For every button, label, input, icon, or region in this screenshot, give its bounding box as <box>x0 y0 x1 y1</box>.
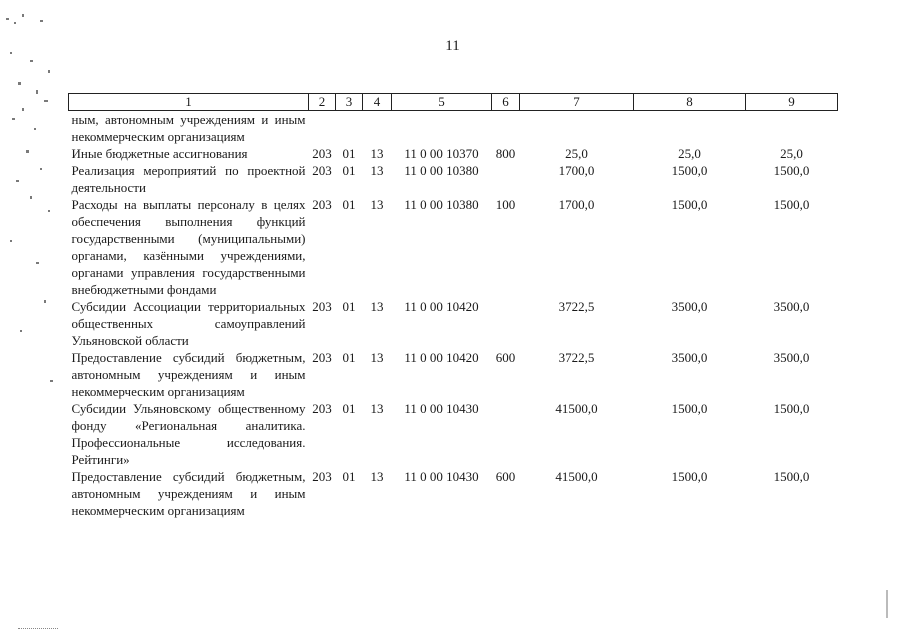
cell-section: 01 <box>342 299 356 314</box>
page-number: 11 <box>445 38 460 54</box>
table-row <box>69 468 838 519</box>
column-header: 4 <box>363 94 392 111</box>
cell-expense-type <box>492 298 520 349</box>
cell-section: 01 <box>342 469 356 484</box>
cell-expense-type <box>492 111 520 146</box>
cell-admin-code: 203 <box>312 469 332 484</box>
table-row <box>69 196 838 298</box>
row-name: Предоставление субсидий бюджетным, автономным учреждениям и иным некоммерческим организациям <box>71 469 306 518</box>
budget-table <box>68 93 838 519</box>
table-row <box>69 298 838 349</box>
cell-amount-7 <box>520 111 634 146</box>
cell-subsection: 13 <box>370 350 384 365</box>
cell-amount-8: 25,0 <box>678 146 701 161</box>
cell-target-article: 11 0 00 10420 <box>404 299 479 314</box>
cell-amount-7: 41500,0 <box>555 401 598 416</box>
cell-amount-9 <box>746 111 838 146</box>
table-header-row <box>69 94 838 111</box>
row-name: Расходы на выплаты персоналу в целях обеспечения выполнения функций государственными (муниципальными) органами, казёнными учреждениями, органами управления государственными внебюджетными фондами <box>71 197 306 297</box>
cell-amount-8 <box>634 111 746 146</box>
cell-amount-9: 1500,0 <box>773 197 810 212</box>
scan-bottom-artifact <box>18 628 58 630</box>
cell-target-article: 11 0 00 10420 <box>404 350 479 365</box>
cell-subsection: 13 <box>370 299 384 314</box>
cell-amount-7: 1700,0 <box>558 163 595 178</box>
cell-expense-type: 600 <box>495 350 516 365</box>
cell-amount-9: 1500,0 <box>773 469 810 484</box>
cell-section: 01 <box>342 146 356 161</box>
cell-expense-type: 100 <box>495 197 516 212</box>
cell-target-article: 11 0 00 10380 <box>404 163 479 178</box>
row-name: Иные бюджетные ассигнования <box>71 146 248 161</box>
cell-admin-code <box>309 111 336 146</box>
table-row <box>69 400 838 468</box>
cell-section: 01 <box>342 197 356 212</box>
cell-subsection: 13 <box>370 401 384 416</box>
column-header: 1 <box>69 94 309 111</box>
cell-subsection <box>363 111 392 146</box>
cell-target-article: 11 0 00 10370 <box>404 146 479 161</box>
cell-target-article: 11 0 00 10430 <box>404 469 479 484</box>
cell-amount-7: 3722,5 <box>558 299 595 314</box>
cell-expense-type <box>492 400 520 468</box>
table-row <box>69 111 838 146</box>
cell-section <box>336 111 363 146</box>
cell-admin-code: 203 <box>312 299 332 314</box>
cell-amount-9: 1500,0 <box>773 163 810 178</box>
row-name: Субсидии Ульяновскому общественному фонду «Региональная аналитика. Профессиональные исследования. Рейтинги» <box>71 401 306 467</box>
cell-admin-code: 203 <box>312 197 332 212</box>
column-header: 6 <box>492 94 520 111</box>
cell-expense-type: 600 <box>495 469 516 484</box>
table-row <box>69 145 838 162</box>
row-name: ным, автономным учреждениям и иным некоммерческим организациям <box>71 112 306 144</box>
cell-amount-8: 3500,0 <box>671 299 708 314</box>
cell-section: 01 <box>342 401 356 416</box>
cell-amount-9: 25,0 <box>780 146 803 161</box>
cell-admin-code: 203 <box>312 401 332 416</box>
cell-amount-8: 1500,0 <box>671 469 708 484</box>
cell-expense-type <box>492 162 520 196</box>
cell-amount-7: 25,0 <box>565 146 588 161</box>
row-name: Предоставление субсидий бюджетным, автономным учреждениям и иным некоммерческим организациям <box>71 350 306 399</box>
cell-amount-8: 1500,0 <box>671 401 708 416</box>
cell-target-article: 11 0 00 10430 <box>404 401 479 416</box>
cell-amount-8: 1500,0 <box>671 163 708 178</box>
cell-subsection: 13 <box>370 197 384 212</box>
column-header: 8 <box>634 94 746 111</box>
cell-amount-9: 1500,0 <box>773 401 810 416</box>
cell-amount-8: 1500,0 <box>671 197 708 212</box>
cell-admin-code: 203 <box>312 146 332 161</box>
column-header: 5 <box>392 94 492 111</box>
column-header: 9 <box>746 94 838 111</box>
cell-target-article <box>392 111 492 146</box>
cell-amount-9: 3500,0 <box>773 299 810 314</box>
row-name: Субсидии Ассоциации территориальных общественных самоуправлений Ульяновской области <box>71 299 306 348</box>
table-row <box>69 162 838 196</box>
cell-amount-7: 41500,0 <box>555 469 598 484</box>
row-name: Реализация мероприятий по проектной деятельности <box>71 163 306 195</box>
cell-admin-code: 203 <box>312 163 332 178</box>
cell-amount-8: 3500,0 <box>671 350 708 365</box>
scan-right-artifact <box>886 590 888 618</box>
cell-target-article: 11 0 00 10380 <box>404 197 479 212</box>
column-header: 3 <box>336 94 363 111</box>
cell-amount-7: 1700,0 <box>558 197 595 212</box>
cell-subsection: 13 <box>370 163 384 178</box>
cell-section: 01 <box>342 163 356 178</box>
cell-expense-type: 800 <box>495 146 516 161</box>
column-header: 2 <box>309 94 336 111</box>
scan-edge-artifact <box>0 0 62 640</box>
cell-subsection: 13 <box>370 469 384 484</box>
table-row <box>69 349 838 400</box>
column-header: 7 <box>520 94 634 111</box>
cell-admin-code: 203 <box>312 350 332 365</box>
cell-amount-9: 3500,0 <box>773 350 810 365</box>
cell-subsection: 13 <box>370 146 384 161</box>
cell-amount-7: 3722,5 <box>558 350 595 365</box>
cell-section: 01 <box>342 350 356 365</box>
